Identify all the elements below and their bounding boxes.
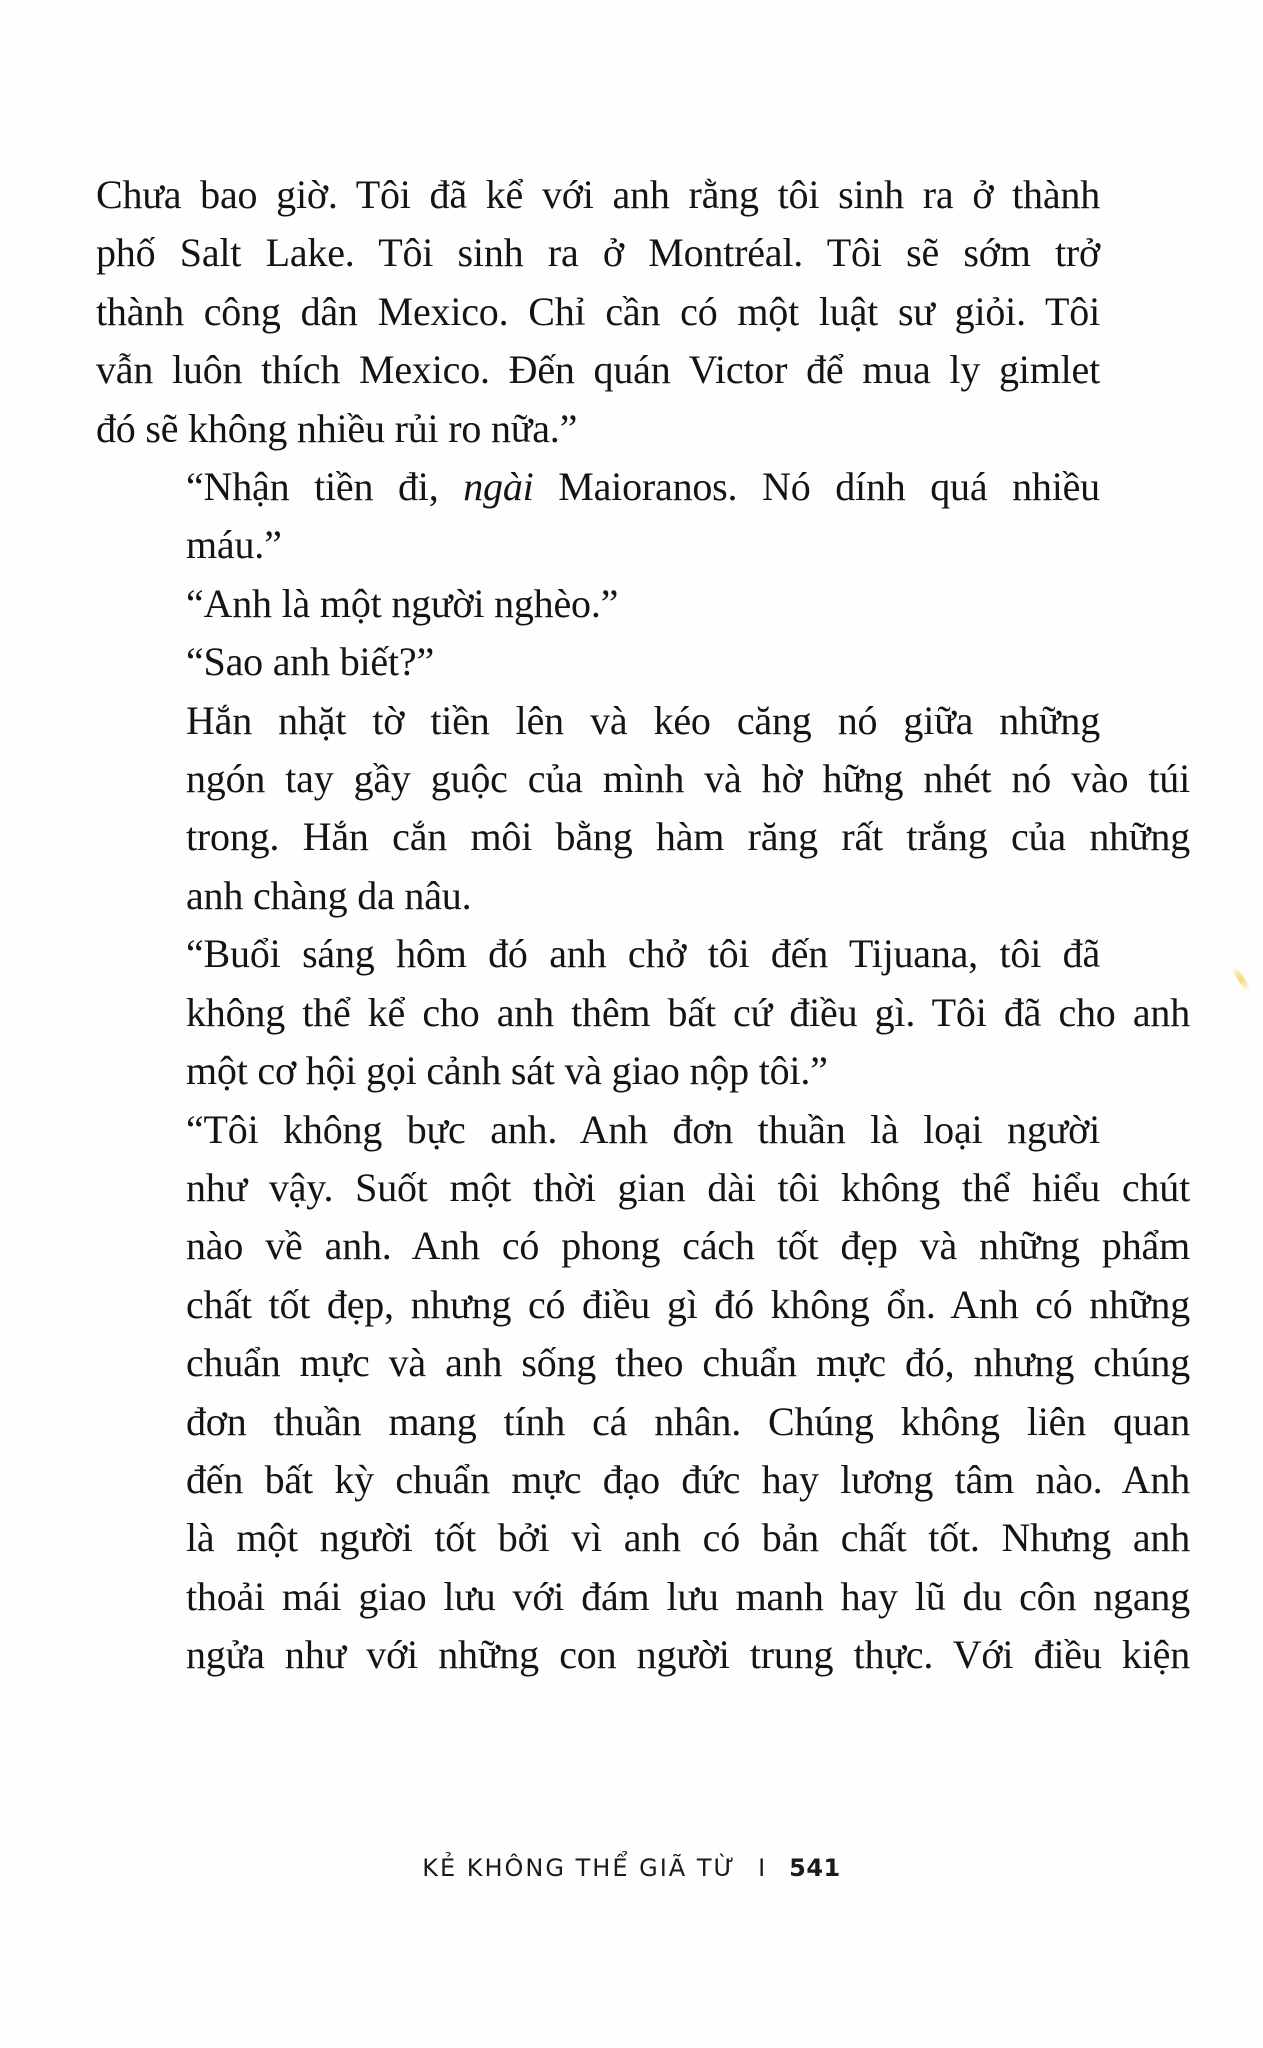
text-line: Hắn nhặt tờ tiền lên và kéo căng nó giữa những xyxy=(186,697,1100,743)
text-line: anh chàng da nâu. xyxy=(186,872,472,918)
text-line: nào về anh. Anh có phong cách tốt đẹp và những phẩm xyxy=(186,1223,1190,1269)
footer-separator: I xyxy=(758,1854,768,1882)
text-line: “Sao anh biết?” xyxy=(186,639,434,685)
text-line xyxy=(96,458,1100,516)
text-line: phố Salt Lake. Tôi sinh ra ở Montréal. Tôi sẽ sớm trở xyxy=(96,230,1100,276)
paragraph xyxy=(96,925,1190,1100)
text-line: đến bất kỳ chuẩn mực đạo đức hay lương tâm nào. Anh xyxy=(186,1456,1190,1502)
text-line: Chưa bao giờ. Tôi đã kể với anh rằng tôi sinh ra ở thành xyxy=(96,172,1100,217)
paragraph xyxy=(96,633,1100,691)
text-line: “Tôi không bực anh. Anh đơn thuần là loại người xyxy=(186,1106,1100,1152)
text-line: “Buổi sáng hôm đó anh chở tôi đến Tijuana, tôi đã xyxy=(186,931,1100,977)
text-line: như vậy. Suốt một thời gian dài tôi không thể hiểu chút xyxy=(186,1164,1190,1210)
text-line: đơn thuần mang tính cá nhân. Chúng không liên quan xyxy=(186,1398,1190,1444)
text-line: đó sẽ không nhiều rủi ro nữa.” xyxy=(96,405,578,451)
text-segment: “Nhận tiền đi, xyxy=(186,464,464,510)
text-line: không thể kể cho anh thêm bất cứ điều gì. Tôi đã cho anh xyxy=(186,989,1190,1035)
running-footer xyxy=(0,1854,1263,1882)
book-title: KẺ KHÔNG THỂ GIÃ TỪ xyxy=(422,1854,737,1882)
paragraph xyxy=(96,1101,1190,1685)
paragraph xyxy=(96,575,1100,633)
text-line: là một người tốt bởi vì anh có bản chất tốt. Nhưng anh xyxy=(186,1515,1190,1561)
text-line: thoải mái giao lưu với đám lưu manh hay lũ du côn ngang xyxy=(186,1573,1190,1619)
italic-word: ngài xyxy=(463,464,534,510)
paragraph xyxy=(96,458,1100,575)
paragraph xyxy=(96,166,1100,458)
paper-stain xyxy=(1231,966,1252,992)
text-line: máu.” xyxy=(186,522,282,568)
text-line: ngón tay gầy guộc của mình và hờ hững nhét nó vào túi xyxy=(186,756,1190,802)
text-line: chuẩn mực và anh sống theo chuẩn mực đó, nhưng chúng xyxy=(186,1340,1190,1386)
paragraph xyxy=(96,692,1190,926)
text-line: trong. Hắn cắn môi bằng hàm răng rất trắng của những xyxy=(186,814,1190,860)
text-segment: Maioranos. Nó dính quá nhiều xyxy=(533,464,1100,510)
text-line: thành công dân Mexico. Chỉ cần có một luật sư giỏi. Tôi xyxy=(96,288,1100,334)
body-text xyxy=(96,166,1190,1685)
text-line: một cơ hội gọi cảnh sát và giao nộp tôi.” xyxy=(186,1048,828,1094)
page-number: 541 xyxy=(789,1854,841,1882)
text-line: chất tốt đẹp, nhưng có điều gì đó không ổn. Anh có những xyxy=(186,1281,1190,1327)
text-line: vẫn luôn thích Mexico. Đến quán Victor để mua ly gimlet xyxy=(96,347,1100,393)
text-line: ngửa như với những con người trung thực. Với điều kiện xyxy=(186,1632,1190,1678)
text-line: “Anh là một người nghèo.” xyxy=(186,580,619,626)
